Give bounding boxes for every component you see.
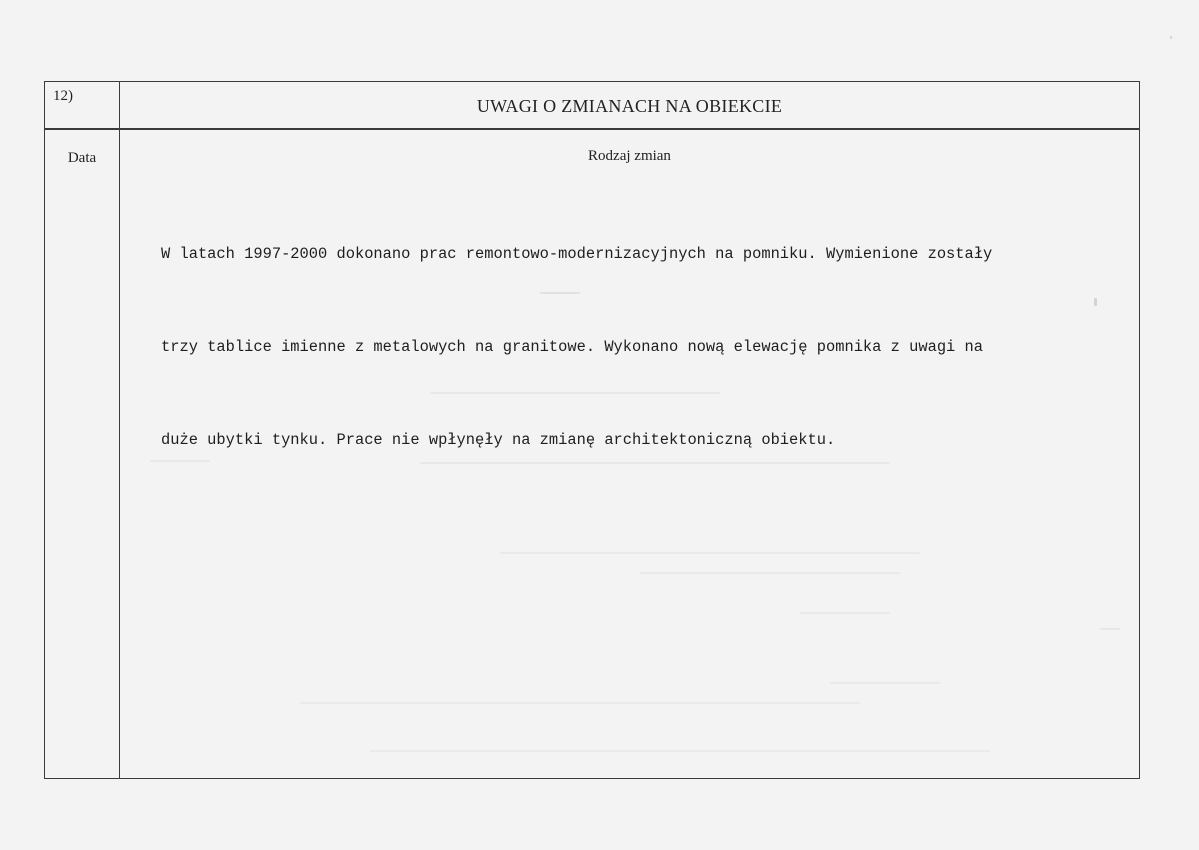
changes-column-header: Rodzaj zmian bbox=[588, 148, 671, 164]
entry-line: trzy tablice imienne z metalowych na granitowe. Wykonano nową elewację pomnika z uwagi na bbox=[161, 338, 983, 356]
column-divider bbox=[119, 82, 120, 778]
changes-entry bbox=[161, 177, 1111, 518]
entry-line: W latach 1997-2000 dokonano prac remontowo-modernizacyjnych na pomniku. Wymienione zostały bbox=[161, 245, 993, 263]
entry-line: duże ubytki tynku. Prace nie wpłynęły na zmianę architektoniczną obiektu. bbox=[161, 431, 836, 449]
scan-speck bbox=[1170, 36, 1172, 39]
remarks-table bbox=[44, 81, 1140, 779]
section-number: 12) bbox=[53, 88, 73, 104]
section-title: UWAGI O ZMIANACH NA OBIEKCIE bbox=[476, 96, 783, 116]
date-column-header: Data bbox=[67, 150, 97, 166]
header-divider bbox=[45, 128, 1139, 130]
